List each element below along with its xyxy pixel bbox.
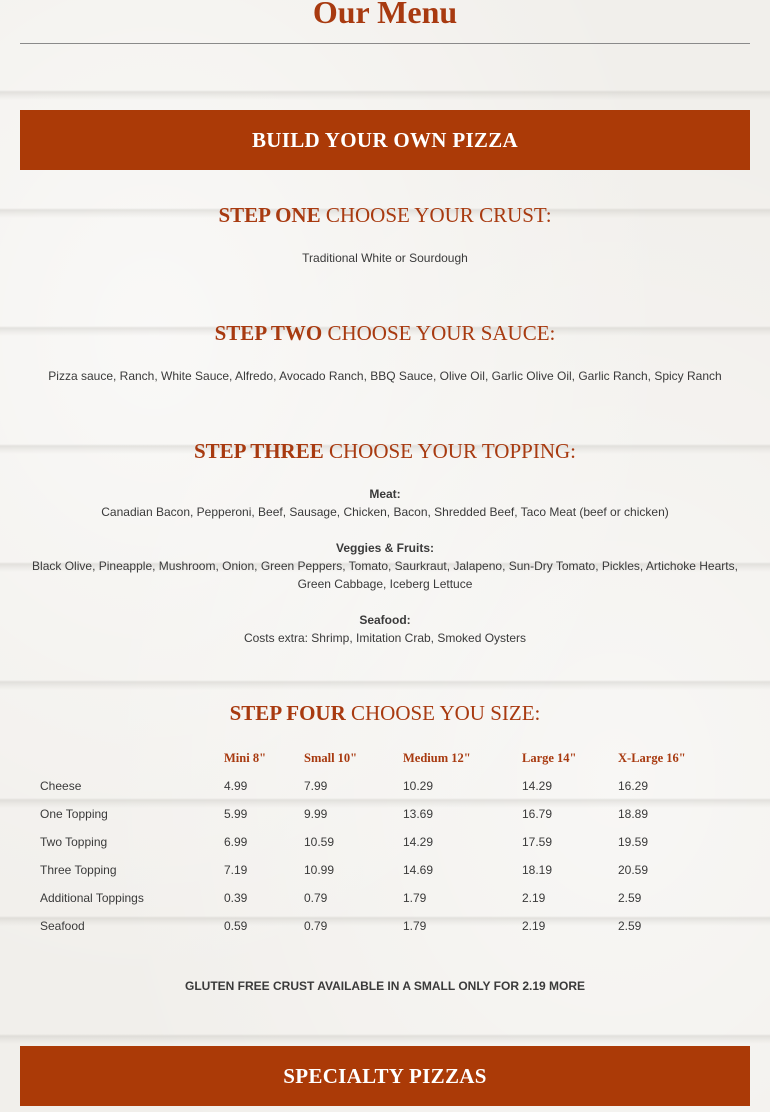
table-row <box>32 884 736 912</box>
seafood-options: Costs extra: Shrimp, Imitation Crab, Smoked Oysters <box>243 631 527 645</box>
seafood-label: Seafood: <box>359 613 411 627</box>
price-cell: 9.99 <box>304 807 328 821</box>
price-cell: 16.79 <box>522 807 553 821</box>
row-label: Additional Toppings <box>40 891 144 905</box>
sauce-options: Pizza sauce, Ranch, White Sauce, Alfredo, Avocado Ranch, BBQ Sauce, Olive Oil, Garlic Olive Oil, Garlic Ranch, Spicy Ranch <box>48 369 722 383</box>
price-cell: 2.59 <box>618 891 642 905</box>
price-cell: 0.79 <box>304 919 328 933</box>
step-two-label: STEP TWO <box>214 321 323 345</box>
price-cell: 17.59 <box>522 835 553 849</box>
step-four-title: CHOOSE YOU SIZE: <box>350 701 541 725</box>
page-title: Our Menu <box>312 0 458 30</box>
row-label: Seafood <box>40 919 85 933</box>
title-divider <box>20 43 750 44</box>
price-cell: 18.19 <box>522 863 553 877</box>
price-cell: 14.29 <box>522 779 553 793</box>
price-cell: 0.79 <box>304 891 328 905</box>
topping-group-meat <box>30 485 740 521</box>
price-cell: 1.79 <box>403 919 427 933</box>
row-label: One Topping <box>40 807 108 821</box>
column-header-small: Small 10" <box>304 750 358 765</box>
price-cell: 14.29 <box>403 835 434 849</box>
step-four-label: STEP FOUR <box>229 701 346 725</box>
step-three-heading <box>0 438 770 464</box>
price-cell: 4.99 <box>224 779 248 793</box>
topping-group-seafood <box>30 611 740 647</box>
price-cell: 20.59 <box>618 863 649 877</box>
table-row <box>32 772 736 800</box>
veggies-options: Black Olive, Pineapple, Mushroom, Onion, Green Peppers, Tomato, Saurkraut, Jalapeno, Sun-Dry Tomato, Pickles, Artichoke Hearts, Green Cabbage, Iceberg Lettuce <box>32 559 738 591</box>
price-cell: 0.59 <box>224 919 248 933</box>
step-one-heading <box>0 202 770 228</box>
price-cell: 18.89 <box>618 807 649 821</box>
topping-group-veggies <box>30 539 740 593</box>
veggies-label: Veggies & Fruits: <box>335 541 435 555</box>
column-header-xlarge: X-Large 16" <box>618 750 686 765</box>
row-label: Cheese <box>40 779 82 793</box>
build-your-own-banner: BUILD YOUR OWN PIZZA <box>20 110 750 170</box>
step-four-heading <box>0 700 770 726</box>
price-cell: 2.19 <box>522 891 546 905</box>
size-price-table <box>32 744 736 940</box>
crust-options: Traditional White or Sourdough <box>302 251 468 265</box>
specialty-pizzas-banner: SPECIALTY PIZZAS <box>20 1046 750 1106</box>
table-row <box>32 828 736 856</box>
column-header <box>32 744 216 772</box>
row-label: Three Topping <box>40 863 117 877</box>
table-row <box>32 800 736 828</box>
step-three-title: CHOOSE YOUR TOPPING: <box>329 439 576 463</box>
table-row <box>32 912 736 940</box>
price-cell: 7.19 <box>224 863 248 877</box>
meat-options: Canadian Bacon, Pepperoni, Beef, Sausage, Chicken, Bacon, Shredded Beef, Taco Meat (beef or chicken) <box>101 505 669 519</box>
gluten-free-note: GLUTEN FREE CRUST AVAILABLE IN A SMALL ONLY FOR 2.19 MORE <box>184 979 586 993</box>
price-cell: 10.29 <box>403 779 434 793</box>
table-header-row <box>32 744 736 772</box>
meat-label: Meat: <box>369 487 401 501</box>
price-cell: 0.39 <box>224 891 248 905</box>
price-cell: 1.79 <box>403 891 427 905</box>
price-cell: 19.59 <box>618 835 649 849</box>
row-label: Two Topping <box>40 835 108 849</box>
price-cell: 5.99 <box>224 807 248 821</box>
price-cell: 16.29 <box>618 779 649 793</box>
step-two-title: CHOOSE YOUR SAUCE: <box>327 321 556 345</box>
price-cell: 10.99 <box>304 863 335 877</box>
price-cell: 14.69 <box>403 863 434 877</box>
price-cell: 7.99 <box>304 779 328 793</box>
step-one-label: STEP ONE <box>218 203 321 227</box>
price-cell: 10.59 <box>304 835 335 849</box>
price-cell: 2.59 <box>618 919 642 933</box>
column-header-medium: Medium 12" <box>403 750 471 765</box>
step-two-heading <box>0 320 770 346</box>
column-header-large: Large 14" <box>522 750 577 765</box>
step-one-title: CHOOSE YOUR CRUST: <box>325 203 552 227</box>
price-cell: 6.99 <box>224 835 248 849</box>
step-three-label: STEP THREE <box>193 439 324 463</box>
column-header-mini: Mini 8" <box>224 750 267 765</box>
table-row <box>32 856 736 884</box>
price-cell: 13.69 <box>403 807 434 821</box>
price-cell: 2.19 <box>522 919 546 933</box>
